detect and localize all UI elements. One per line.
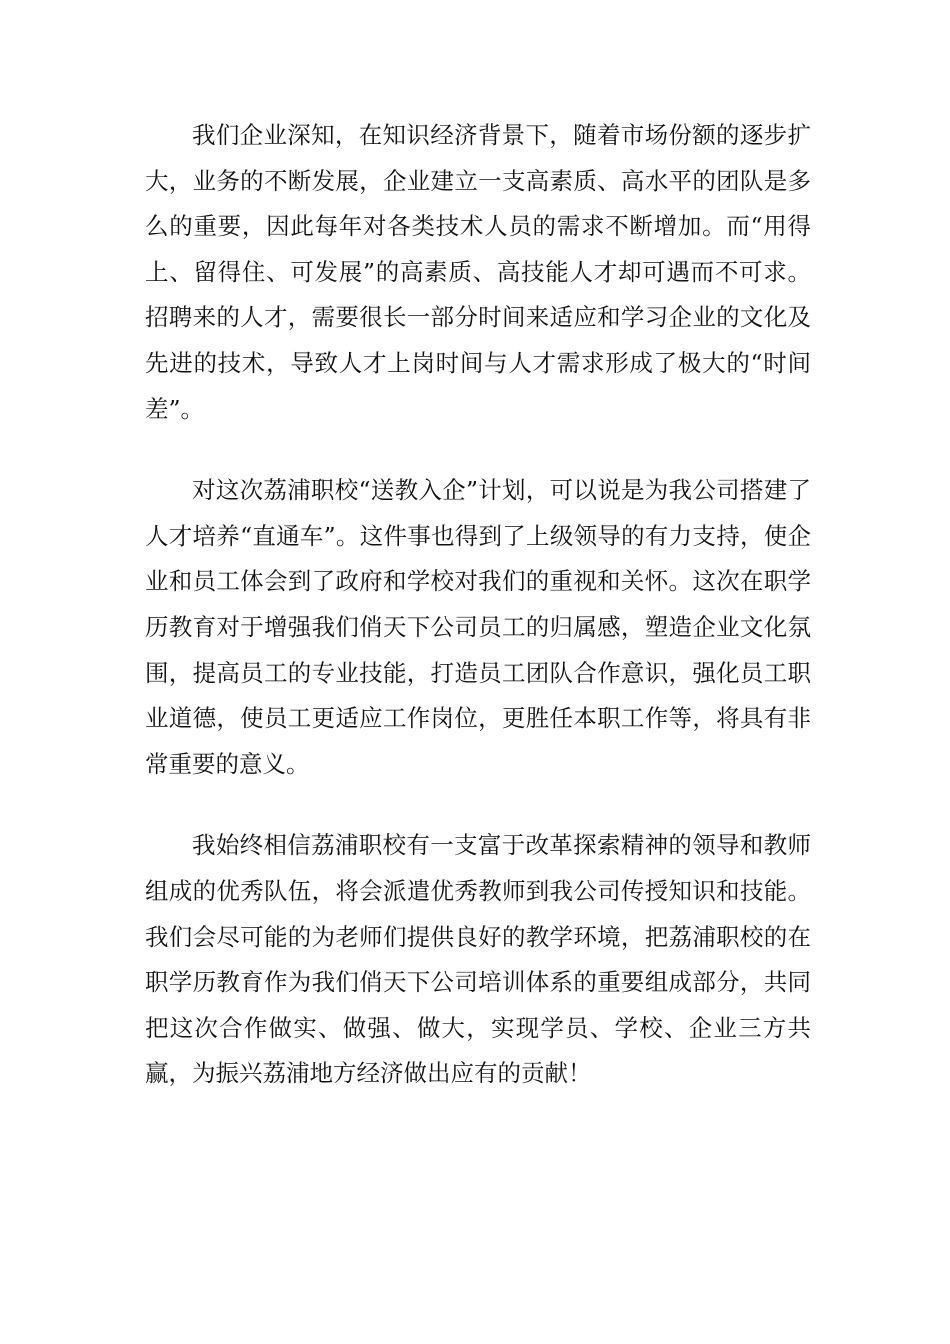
- paragraph-3: 我始终相信荔浦职校有一支富于改革探索精神的领导和教师组成的优秀队伍，将会派遣优秀教师到我公司传授知识和技能。我们会尽可能的为老师们提供良好的教学环境，把荔浦职校的在职学历教育作为我们俏天下公司培训体系的重要组成部分，共同把这次合作做实、做强、做大，实现学员、学校、企业三方共赢，为振兴荔浦地方经济做出应有的贡献！: [145, 831, 811, 1088]
- document-body: [145, 113, 811, 1133]
- paragraph-1: 我们企业深知，在知识经济背景下，随着市场份额的逐步扩大，业务的不断发展，企业建立一支高素质、高水平的团队是多么的重要，因此每年对各类技术人员的需求不断增加。而“用得上、留得住、可发展”的高素质、高技能人才却可遇而不可求。招聘来的人才，需要很长一部分时间来适应和学习企业的文化及先进的技术，导致人才上岗时间与人才需求形成了极大的“时间差”。: [145, 121, 811, 423]
- paragraph-2: 对这次荔浦职校“送教入企”计划，可以说是为我公司搭建了人才培养“直通车”。这件事也得到了上级领导的有力支持，使企业和员工体会到了政府和学校对我们的重视和关怀。这次在职学历教育对于增强我们俏天下公司员工的归属感，塑造企业文化氛围，提高员工的专业技能，打造员工团队合作意识，强化员工职业道德，使员工更适应工作岗位，更胜任本职工作等，将具有非常重要的意义。: [145, 476, 811, 778]
